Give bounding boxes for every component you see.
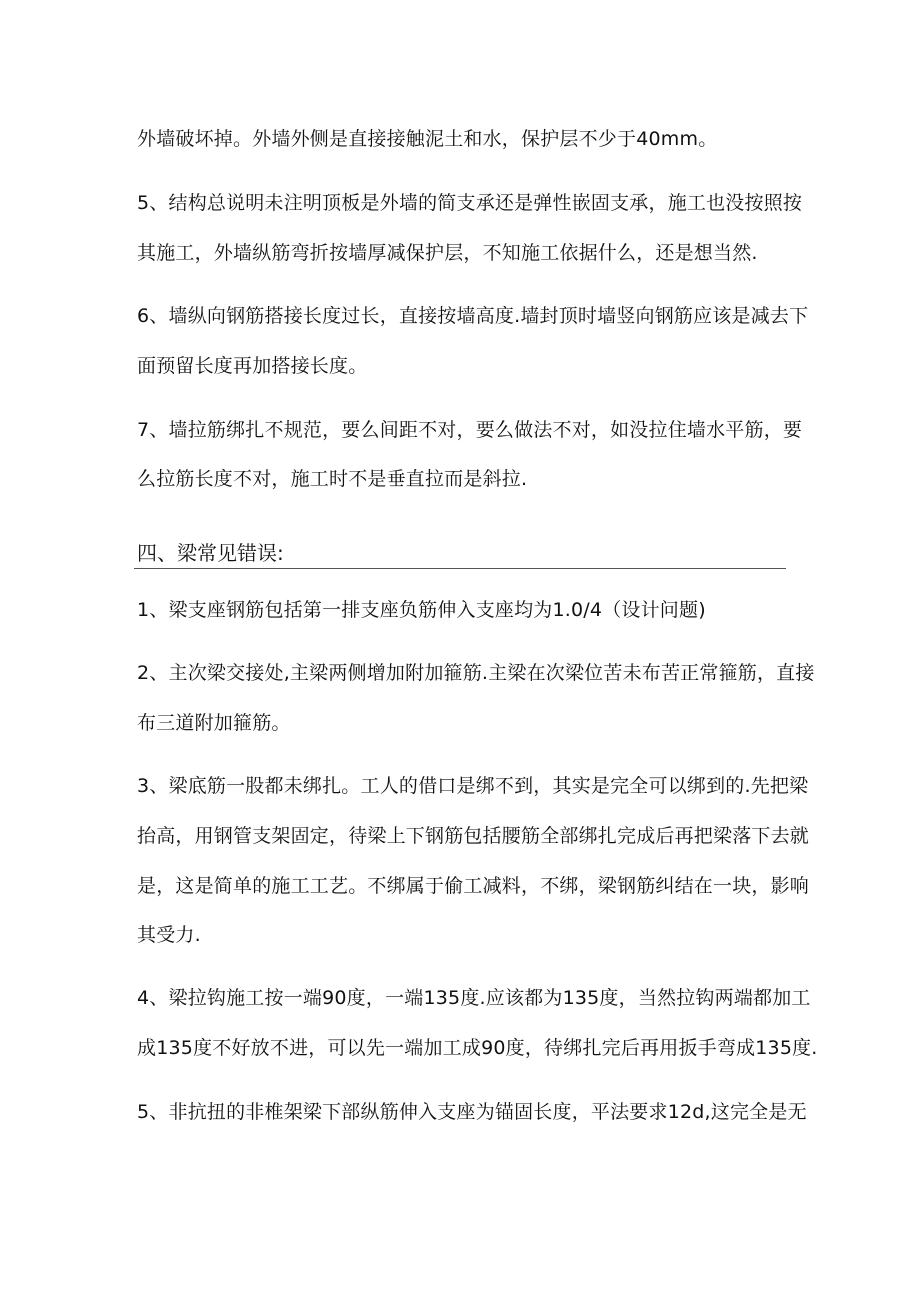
paragraph-line: 成135度不好放不进，可以先一端加工成90度，待绑扎完后再用扳手弯成135度. xyxy=(137,1037,818,1059)
paragraph-line: 3、梁底筋一股都未绑扎。工人的借口是绑不到，其实是完全可以绑到的.先把梁 xyxy=(137,775,809,797)
paragraph-line: 5、非抗扭的非椎架梁下部纵筋伸入支座为锚固长度，平法要求12d,这完全是无 xyxy=(137,1101,807,1123)
paragraph-line: 面预留长度再加搭接长度。 xyxy=(137,355,368,377)
paragraph-line: 外墙破坏掉。外墙外侧是直接接触泥土和水，保护层不少于40mm。 xyxy=(137,128,718,150)
paragraph-line: 6、墙纵向钢筋搭接长度过长，直接按墙高度.墙封顶时墙竖向钢筋应该是减去下 xyxy=(137,305,809,327)
paragraph-line: 5、结构总说明未注明顶板是外墙的简支承还是弹性嵌固支承，施工也没按照按 xyxy=(137,192,803,214)
paragraph-line: 抬高，用钢管支架固定，待梁上下钢筋包括腰筋全部绑扎完成后再把梁落下去就 xyxy=(137,825,810,847)
paragraph-line: 布三道附加箍筋。 xyxy=(137,712,291,734)
section-heading: 四、梁常见错误: xyxy=(137,541,284,565)
paragraph-line: 其受力. xyxy=(137,924,201,946)
paragraph-line: 7、墙拉筋绑扎不规范，要么间距不对，要么做法不对，如没拉住墙水平筋，要 xyxy=(137,419,803,441)
heading-underline xyxy=(134,568,786,569)
paragraph-line: 其施工，外墙纵筋弯折按墙厚减保护层，不知施工依据什么，还是想当然. xyxy=(137,242,758,264)
paragraph-line: 么拉筋长度不对，施工时不是垂直拉而是斜拉. xyxy=(137,468,528,490)
paragraph-line: 4、梁拉钩施工按一端90度，一端135度.应该都为135度，当然拉钩两端都加工 xyxy=(137,987,811,1009)
paragraph-line: 2、主次梁交接处,主梁两侧增加附加箍筋.主梁在次梁位苦未布苦正常箍筋，直接 xyxy=(137,662,815,684)
paragraph-line: 1、梁支座钢筋包括第一排支座负筋伸入支座均为1.0/4（设计问题) xyxy=(137,599,706,621)
paragraph-line: 是，这是简单的施工工艺。不绑属于偷工减料，不绑，梁钢筋纠结在一块，影响 xyxy=(137,875,810,897)
